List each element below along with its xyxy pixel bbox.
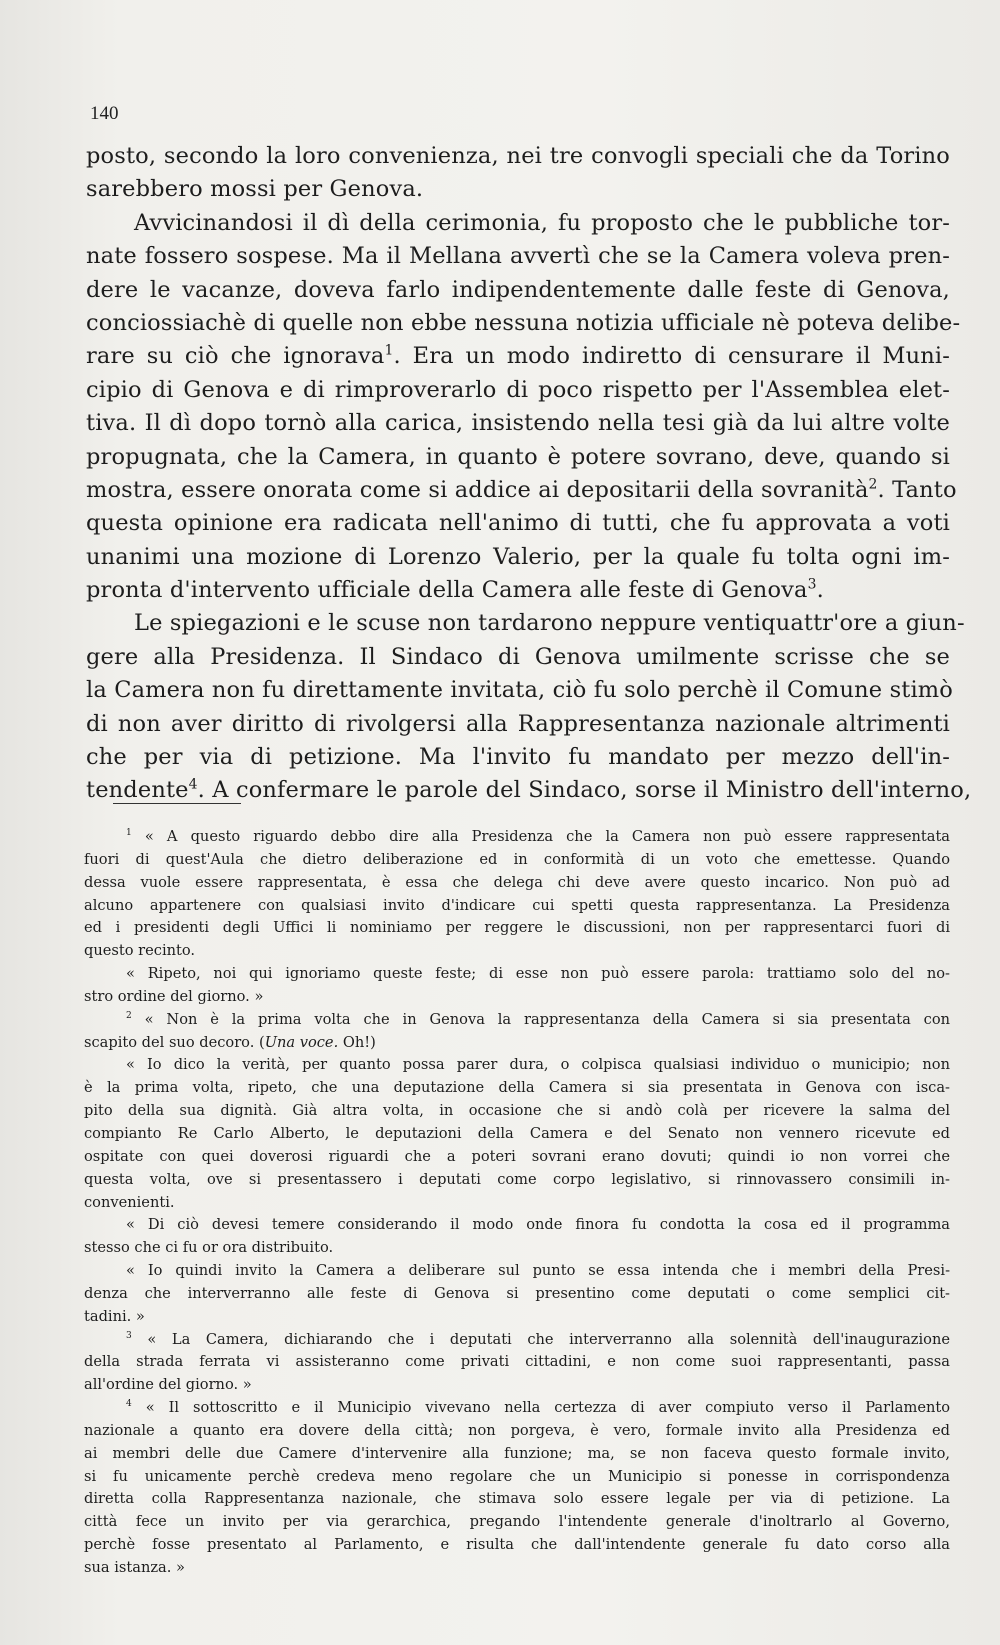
- line-text: ed i presidenti degli Uffici li nominiamo per reggere le discussioni, non per rappresentarci fuori di: [84, 919, 950, 937]
- text-line: [86, 240, 950, 273]
- line-text: fuori di quest'Aula che dietro deliberazione ed in conformità di un voto che emettesse. Quando: [84, 850, 950, 868]
- footnote-line: [84, 1192, 950, 1215]
- footnotes: [84, 826, 950, 1580]
- line-text: propugnata, che la Camera, in quanto è potere sovrano, deve, quando si: [86, 443, 950, 470]
- line-text: convenienti.: [84, 1193, 175, 1211]
- footnote-marker: 2: [126, 1010, 132, 1021]
- line-text: « Io dico la verità, per quanto possa parer dura, o colpisca qualsiasi individuo o municipio; non: [126, 1056, 950, 1074]
- footnote-marker: 1: [126, 828, 132, 839]
- line-text: perchè fosse presentato al Parlamento, e risulta che dall'intendente generale fu dato corso alla: [84, 1536, 950, 1554]
- line-text: diretta colla Rappresentanza nazionale, che stimava solo essere legale per via di petizione. La: [84, 1490, 950, 1508]
- footnote-line: [84, 1488, 950, 1511]
- line-text: della strada ferrata vi assisteranno come privati cittadini, e non come suoi rappresentanti, passa: [84, 1353, 950, 1371]
- line-text: « Ripeto, noi qui ignoriamo queste feste; di esse non può essere parola: trattiamo solo del no-: [126, 965, 950, 983]
- line-text: pito della sua dignità. Già altra volta, in occasione che si andò colà per ricevere la salma del: [84, 1102, 950, 1120]
- line-text: compianto Re Carlo Alberto, le deputazioni della Camera e del Senato non vennero ricevute ed: [84, 1124, 950, 1142]
- text-line: [86, 441, 950, 474]
- line-text: « A questo riguardo debbo dire alla Presidenza che la Camera non può essere rappresentata: [144, 828, 951, 845]
- line-text: di non aver diritto di rivolgersi alla Rappresentanza nazionale altrimenti: [86, 710, 950, 737]
- footnote-line: [84, 1443, 950, 1466]
- footnote-line: [84, 1260, 950, 1283]
- line-text: « Io quindi invito la Camera a deliberare sul punto se essa intenda che i membri della Presi-: [126, 1262, 950, 1280]
- line-text: scapito del suo decoro. (: [84, 1033, 265, 1051]
- footnote-line: [84, 849, 950, 872]
- footnote-line: [84, 895, 950, 918]
- footnote-line: [84, 963, 950, 986]
- line-text: tendente: [86, 777, 189, 804]
- page-number: 140: [90, 103, 119, 124]
- line-text: città fece un invito per via gerarchica, pregando l'intendente generale d'inoltrarlo al Governo,: [84, 1513, 950, 1531]
- text-line: [86, 207, 950, 240]
- line-text: gere alla Presidenza. Il Sindaco di Genova umilmente scrisse che se: [86, 643, 950, 670]
- footnote-line: [84, 986, 950, 1009]
- line-text: . Tanto: [877, 476, 957, 503]
- footnote-line: [84, 1077, 950, 1100]
- text-line: [86, 708, 950, 741]
- text-line: [86, 574, 950, 607]
- footnote-reference: 3: [807, 576, 817, 593]
- line-text: questa opinione era radicata nell'animo di tutti, che fu approvata a voti: [86, 510, 950, 537]
- line-text: tiva. Il dì dopo tornò alla carica, insistendo nella tesi già da lui altre volte: [86, 410, 950, 437]
- line-text: sarebbero mossi per Genova.: [86, 176, 424, 203]
- footnote-separator: [113, 803, 241, 804]
- footnote-line: [84, 872, 950, 895]
- line-text: posto, secondo la loro convenienza, nei tre convogli speciali che da Torino: [86, 143, 950, 169]
- text-line: [86, 374, 950, 407]
- footnote-line: [84, 1146, 950, 1169]
- line-text: stro ordine del giorno. »: [84, 987, 264, 1005]
- line-text: dessa vuole essere rappresentata, è essa che delega chi deve avere questo incarico. Non può ad: [84, 873, 950, 891]
- footnote-line: [84, 1100, 950, 1123]
- footnote-line: [84, 1329, 950, 1352]
- line-text: alcuno appartenere con qualsiasi invito d'indicare cui spetti questa rappresentanza. La Presidenza: [84, 896, 950, 914]
- line-text: che per via di petizione. Ma l'invito fu mandato per mezzo dell'in-: [86, 744, 950, 771]
- line-text: conciossiachè di quelle non ebbe nessuna notizia ufficiale nè poteva delibe-: [86, 309, 961, 336]
- line-text: ai membri delle due Camere d'intervenire alla funzione; ma, se non faceva questo formale invito,: [84, 1444, 950, 1462]
- text-line: [86, 741, 950, 774]
- text-line: [86, 307, 961, 340]
- footnote-line: [84, 1557, 950, 1580]
- line-text: cipio di Genova e di rimproverarlo di poco rispetto per l'Assemblea elet-: [86, 376, 950, 403]
- text-line: [86, 274, 950, 307]
- footnote-line: [84, 1534, 950, 1557]
- footnote-line: [84, 1374, 950, 1397]
- line-text: è la prima volta, ripeto, che una deputazione della Camera si sia presentata in Genova con isca-: [84, 1079, 950, 1097]
- footnote-marker: 3: [126, 1330, 132, 1341]
- footnote-marker: 4: [126, 1399, 132, 1410]
- text-line: [86, 674, 953, 707]
- line-text: si fu unicamente perchè credeva meno regolare che un Municipio si ponesse in corrispondenza: [84, 1467, 950, 1485]
- footnote-line: [84, 1237, 950, 1260]
- main-text: [86, 140, 972, 808]
- line-text: « Il sottoscritto e il Municipio vivevano nella certezza di aver compiuto verso il Parlamento: [145, 1399, 950, 1417]
- footnote-line: [84, 1283, 950, 1306]
- line-text: pronta d'intervento ufficiale della Camera alle feste di Genova: [86, 577, 808, 604]
- footnote-line: [84, 1054, 950, 1077]
- footnote-line: [84, 917, 950, 940]
- footnote-reference: 2: [868, 476, 878, 493]
- text-line: [86, 607, 965, 640]
- line-text: stesso che ci fu or ora distribuito.: [84, 1239, 334, 1257]
- footnote-line: [84, 940, 950, 963]
- footnote-line: [84, 1397, 950, 1420]
- line-text: nazionale a quanto era dovere della città; non porgeva, è vero, formale invito alla Presidenza ed: [84, 1421, 950, 1439]
- line-text: rare su ciò che ignorava: [86, 343, 385, 370]
- footnote-line: [84, 1123, 950, 1146]
- line-text: mostra, essere onorata come si addice ai depositarii della sovranità: [86, 476, 869, 503]
- line-text: . Era un modo indiretto di censurare il Muni-: [393, 343, 950, 370]
- text-line: [86, 474, 957, 507]
- line-text: unanimi una mozione di Lorenzo Valerio, per la quale fu tolta ogni im-: [86, 543, 950, 570]
- line-text: « Non è la prima volta che in Genova la rappresentanza della Camera si sia presentata con: [144, 1010, 951, 1028]
- italic-text: Una voce.: [264, 1033, 339, 1051]
- line-text: Le spiegazioni e le scuse non tardarono neppure ventiquattr'ore a giun-: [134, 610, 965, 637]
- line-text: .: [816, 577, 824, 604]
- line-text: tadini. »: [84, 1307, 145, 1325]
- footnote-line: [84, 1169, 950, 1192]
- text-line: [86, 541, 950, 574]
- line-text: ospitate con quei doverosi riguardi che a poteri sovrani erano dovuti; quindi io non vorrei che: [84, 1147, 950, 1165]
- footnote-reference: 1: [384, 342, 394, 359]
- line-text: « La Camera, dichiarando che i deputati che interverranno alla solennità dell'inaugurazione: [147, 1330, 950, 1348]
- line-text: questo recinto.: [84, 942, 196, 960]
- line-text: denza che interverranno alle feste di Genova si presentino come deputati o come semplici cit-: [84, 1284, 950, 1302]
- footnote-line: [84, 1420, 950, 1443]
- line-text: . A confermare le parole del Sindaco, sorse il Ministro dell'interno,: [197, 777, 972, 804]
- line-text: Avvicinandosi il dì della cerimonia, fu proposto che le pubbliche tor-: [134, 209, 950, 236]
- footnote-line: [84, 1466, 950, 1489]
- text-line: [86, 140, 950, 173]
- line-text: « Di ciò devesi temere considerando il modo onde finora fu condotta la cosa ed il programma: [126, 1216, 950, 1234]
- text-line: [86, 173, 950, 206]
- line-text: questa volta, ove si presentassero i deputati come corpo legislativo, si rinnovassero consimili in-: [84, 1170, 950, 1188]
- text-line: [86, 641, 950, 674]
- text-line: [86, 407, 950, 440]
- footnote-line: [84, 1032, 950, 1055]
- footnote-line: [84, 1351, 950, 1374]
- text-line: [86, 340, 950, 373]
- line-text: all'ordine del giorno. »: [84, 1376, 252, 1394]
- line-text: Oh!): [338, 1033, 376, 1051]
- line-text: sua istanza. »: [84, 1559, 185, 1576]
- footnote-reference: 4: [188, 776, 198, 793]
- line-text: dere le vacanze, doveva farlo indipendentemente dalle feste di Genova,: [86, 276, 950, 303]
- line-text: la Camera non fu direttamente invitata, ciò fu solo perchè il Comune stimò: [86, 677, 953, 704]
- footnote-line: [84, 1214, 950, 1237]
- footnote-line: [84, 1511, 950, 1534]
- line-text: nate fossero sospese. Ma il Mellana avvertì che se la Camera voleva pren-: [86, 243, 950, 270]
- footnote-line: [84, 1306, 950, 1329]
- footnote-line: [84, 826, 950, 849]
- footnote-line: [84, 1009, 950, 1032]
- text-line: [86, 507, 950, 540]
